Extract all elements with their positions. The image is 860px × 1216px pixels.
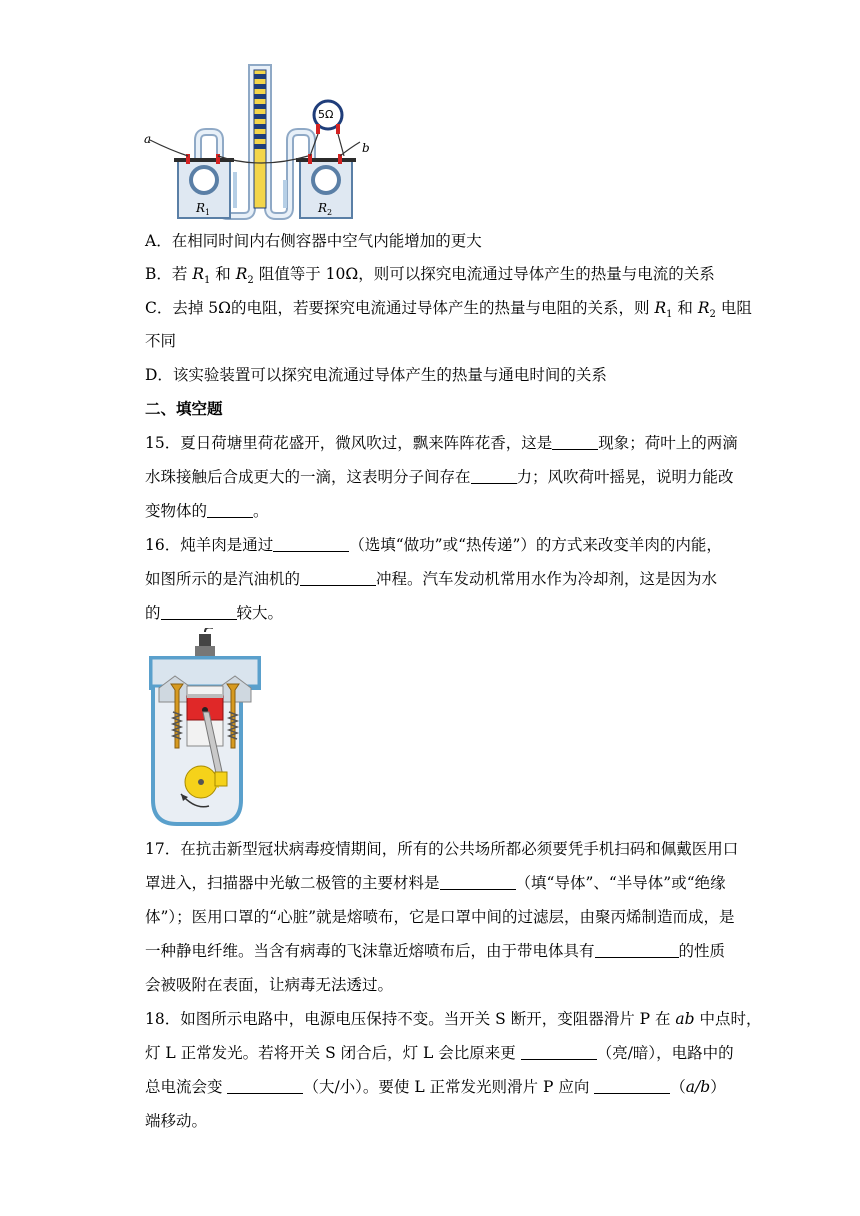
q14-option-a: A．在相同时间内右侧容器中空气内能增加的更大 bbox=[145, 232, 482, 250]
label-r1: R bbox=[196, 201, 206, 215]
q17-line3: 体”）；医用口罩的“心脏”就是熔喷布，它是口罩中间的过滤层，由聚丙烯制造而成，是 bbox=[145, 908, 735, 926]
q16-line2: 如图所示的是汽油机的 冲程。汽车发动机常用水作为冷却剂，这是因为水 bbox=[145, 570, 718, 588]
label-r2: R bbox=[318, 201, 328, 215]
q17-line2: 罩进入，扫描器中光敏二极管的主要材料是 （填“导体”、“半导体”或“绝缘 bbox=[145, 874, 726, 892]
gasoline-engine-figure bbox=[145, 628, 265, 830]
label-r1-sub: 1 bbox=[205, 208, 211, 217]
q14-option-c-cont: 不同 bbox=[145, 332, 177, 350]
q18-line1: 18．如图所示电路中，电源电压保持不变。当开关 S 断开，变阻器滑片 P 在 ab 中点时， bbox=[145, 1010, 762, 1028]
q15-line3: 变物体的 。 bbox=[145, 502, 269, 520]
q14-option-d: D．该实验装置可以探究电流通过导体产生的热量与通电时间的关系 bbox=[145, 366, 607, 384]
section-heading: 二、填空题 bbox=[145, 399, 223, 418]
q18-line2: 灯 L 正常发光。若将开关 S 闭合后，灯 L 会比原来更 （亮/暗），电路中的 bbox=[145, 1044, 734, 1062]
q17-line5: 会被吸附在表面，让病毒无法透过。 bbox=[145, 976, 394, 994]
joule-heating-apparatus-figure bbox=[140, 60, 380, 225]
q16-line3: 的 较大。 bbox=[145, 604, 284, 622]
label-5ohm: 5Ω bbox=[318, 108, 334, 121]
q17-line4: 一种静电纤维。当含有病毒的飞沫靠近熔喷布后，由于带电体具有 的性质 bbox=[145, 942, 726, 960]
q15-line1: 15．夏日荷塘里荷花盛开，微风吹过，飘来阵阵花香，这是 现象；荷叶上的两滴 bbox=[145, 434, 738, 452]
q16-line1: 16．炖羊肉是通过 （选填“做功”或“热传递”）的方式来改变羊肉的内能， bbox=[145, 536, 722, 554]
q15-line2: 水珠接触后合成更大的一滴，这表明分子间存在 力；风吹荷叶摇晃，说明力能改 bbox=[145, 468, 734, 486]
q18-line3: 总电流会变 （大/小）。要使 L 正常发光则滑片 P 应向 （a/b） bbox=[145, 1078, 726, 1096]
q14-option-c: C．去掉 5Ω的电阻，若要探究电流通过导体产生的热量与电阻的关系，则 $R_1$ 和 $R_2$ 电阻 bbox=[145, 299, 752, 321]
label-a: a bbox=[144, 132, 152, 146]
label-b: b bbox=[362, 141, 370, 155]
q18-line4: 端移动。 bbox=[145, 1112, 208, 1130]
q14-option-b: B．若 $R_1$ 和 $R_2$ 阻值等于 10Ω，则可以探究电流通过导体产生的热量与电流的关系 bbox=[145, 265, 715, 287]
q17-line1: 17．在抗击新型冠状病毒疫情期间，所有的公共场所都必须要凭手机扫码和佩戴医用口 bbox=[145, 840, 739, 858]
label-r2-sub: 2 bbox=[327, 208, 333, 217]
